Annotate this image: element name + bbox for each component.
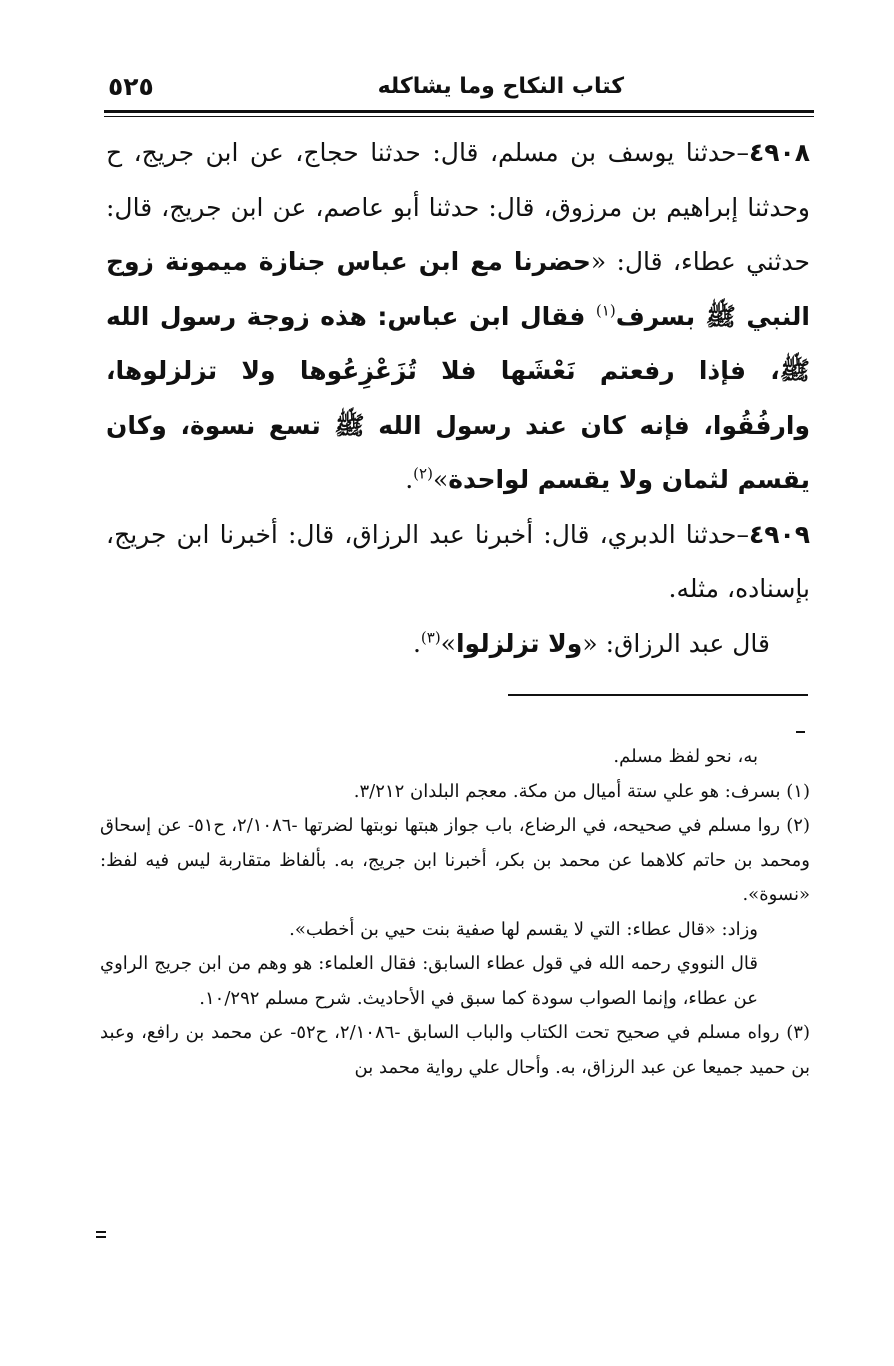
footnote-ref-1[interactable]: (١) [595,301,616,320]
footnote-text: رواه مسلم في صحيح تحت الكتاب والباب السابق -٢/١٠٨٦، ح٥٢- عن محمد بن رافع، وعبد بن حميد جميعا عن عبد الرزاق، به. وأحال علي رواية محمد بن [100,1022,810,1078]
hadith-4909-note [106,617,810,672]
note-text: قال عبد الرزاق: « [582,628,770,658]
footnote-text: بسرف: هو علي ستة أميال من مكة. معجم البلدان ٣/٢١٢. [353,780,781,802]
quote-close: » [432,465,449,494]
footnote-separator [508,694,808,696]
isnad-text: –حدثنا الدبري، قال: أخبرنا عبد الرزاق، قال: أخبرنا ابن جريج، بإسناده، مثله. [106,519,810,603]
matn-bold: حضرنا مع ابن عباس جنازة ميمونة زوج النبي ﷺ بسرف [106,247,810,331]
header-rule-thick [104,110,814,113]
quote-close: » [440,628,456,658]
footnote-marker: (١) [786,780,810,802]
matn-bold-cont: فقال ابن عباس: هذه زوجة رسول الله ﷺ، فإذا رفعتم نَعْشَها فلا تُزَعْزِعُوها ولا تزلزلوها، وارفُقُوا، فإنه كان عند رسول الله ﷺ تسع نسوة، وكان يقسم لثمان ولا يقسم لواحدة [106,301,810,494]
footnote-3 [100,1016,810,1085]
footnote-marker: (٢) [786,815,810,836]
footnote-continued: به، نحو لفظ مسلم. [613,746,758,767]
header-rule-thin [104,116,814,117]
hadith-number: ٤٩٠٩ [748,519,810,549]
footnote-2-nawawi: قال النووي رحمه الله في قول عطاء السابق: فقال العلماء: هو وهم من ابن جريج الراوي عن عطاء، وإنما الصواب سودة كما سبق في الأحاديث. شرح مسلم ١٠/٢٩٢. [100,953,758,1009]
hadith-4908 [106,126,810,508]
footnote-1 [100,775,810,810]
main-text [106,126,810,671]
hadith-4909 [106,508,810,617]
footnote-continuation-mark [796,731,805,733]
footnote-2-addition: وزاد: «قال عطاء: التي لا يقسم لها صفية بنت حيي بن أخطب». [289,918,758,940]
period: . [405,465,414,494]
running-header [104,72,814,108]
page-number: ٥٢٥ [108,72,154,101]
chapter-title: كتاب النكاح وما يشاكله [377,74,624,99]
note-bold: ولا تزلزلوا [455,628,583,658]
footnote-text: روا مسلم في صحيحه، في الرضاع، باب جواز هبتها نوبتها لضرتها -٢/١٠٨٦، ح٥١- عن إسحاق ومحمد بن حاتم كلاهما عن محمد بن بكر، أخبرنا ابن جريج، به. بألفاظ متقاربة ليس فيه لفظ: «نسوة». [100,815,810,905]
footnote-marker: (٣) [786,1022,810,1043]
hadith-number: ٤٩٠٨ [748,138,810,167]
footnote-ref-3[interactable]: (٣) [420,628,441,647]
footnote-continues-mark [96,1231,106,1239]
footnote-ref-2[interactable]: (٢) [413,464,433,483]
footnote-2 [100,809,810,913]
footnotes [100,740,810,1085]
isnad-text: –حدثنا يوسف بن مسلم، قال: حدثنا حجاج، عن ابن جريج، ح وحدثنا إبراهيم بن مرزوق، قال: حدثنا أبو عاصم، عن ابن جريج، قال: حدثني عطاء، قال: « [106,138,810,276]
period: . [412,628,421,658]
